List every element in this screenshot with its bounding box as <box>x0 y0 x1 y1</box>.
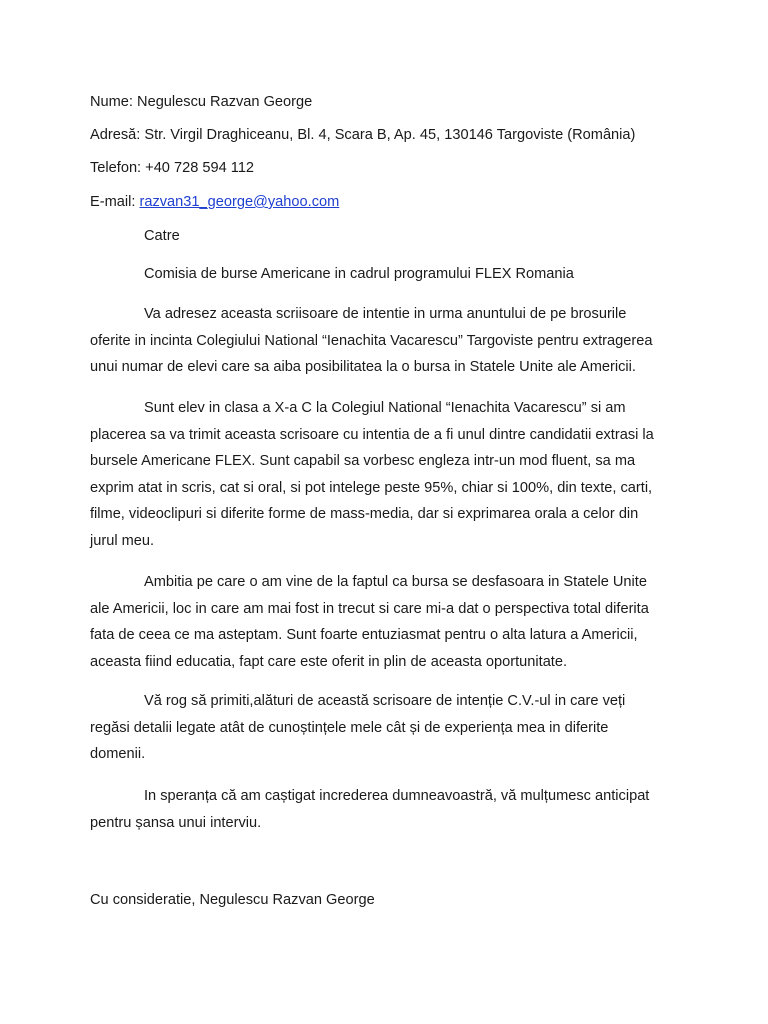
paragraph-5 <box>90 783 678 836</box>
paragraph-line: filme, videoclipuri si diferite forme de mass-media, dar si exprimarea orala a celor din <box>90 506 639 522</box>
paragraph-line: Va adresez aceasta scriisoare de intentie in urma anuntului de pe brosurile <box>144 306 627 322</box>
paragraph-line: aceasta fiind educatia, fapt care este oferit in plin de aceasta oportunitate. <box>90 653 568 670</box>
recipient-committee: Comisia de burse Americane in cadrul programului FLEX Romania <box>144 266 574 282</box>
paragraph-line: jurul meu. <box>90 532 155 549</box>
paragraph-3 <box>90 569 678 675</box>
address-line: Adresă: Str. Virgil Draghiceanu, Bl. 4, Scara B, Ap. 45, 130146 Targoviste (România) <box>90 127 636 143</box>
paragraph-line: domenii. <box>90 746 146 762</box>
paragraph-4 <box>90 688 678 768</box>
paragraph-line: oferite in incinta Colegiului National “Ienachita Vacarescu” Targoviste pentru extragerea <box>90 332 653 349</box>
paragraph-1 <box>90 301 678 381</box>
email-link[interactable]: razvan31_george@yahoo.com <box>139 194 340 210</box>
closing-line: Cu consideratie, Negulescu Razvan George <box>90 892 375 908</box>
paragraph-line: Ambitia pe care o am vine de la faptul ca bursa se desfasoara in Statele Unite <box>144 574 647 590</box>
paragraph-2 <box>90 395 678 554</box>
paragraph-line: unui numar de elevi care sa aiba posibilitatea la o bursa in Statele Unite ale Americii. <box>90 359 636 375</box>
paragraph-line: In speranța că am caștigat increderea dumneavoastră, vă mulțumesc anticipat <box>144 788 650 804</box>
paragraph-line: regăsi detalii legate atât de cunoștințele mele cât și de experiența mea in diferite <box>90 719 609 736</box>
paragraph-line: bursele Americane FLEX. Sunt capabil sa vorbesc engleza intr-un mod fluent, sa ma <box>90 453 636 469</box>
paragraph-line: exprim atat in scris, cat si oral, si pot intelege peste 95%, chiar si 100%, din texte, carti, <box>90 479 653 496</box>
paragraph-line: ale Americii, loc in care am mai fost in trecut si care mi-a dat o perspectiva total diferita <box>90 600 649 617</box>
paragraph-line: Sunt elev in clasa a X-a C la Colegiul National “Ienachita Vacarescu” si am <box>144 400 626 416</box>
paragraph-line: fata de ceea ce ma asteptam. Sunt foarte entuziasmat pentru o alta latura a Americii, <box>90 627 638 643</box>
phone-line: Telefon: +40 728 594 112 <box>90 160 255 176</box>
paragraph-line: placerea sa va trimit aceasta scrisoare cu intentia de a fi unul dintre candidatii extrasi la <box>90 426 654 443</box>
name-line: Nume: Negulescu Razvan George <box>90 94 313 110</box>
paragraph-line: Vă rog să primiti,alături de această scrisoare de intenție C.V.-ul in care veți <box>144 693 626 709</box>
paragraph-line: pentru șansa unui interviu. <box>90 814 262 831</box>
email-line <box>90 192 339 212</box>
email-label: E-mail: <box>90 194 140 210</box>
recipient-to: Catre <box>144 228 180 244</box>
